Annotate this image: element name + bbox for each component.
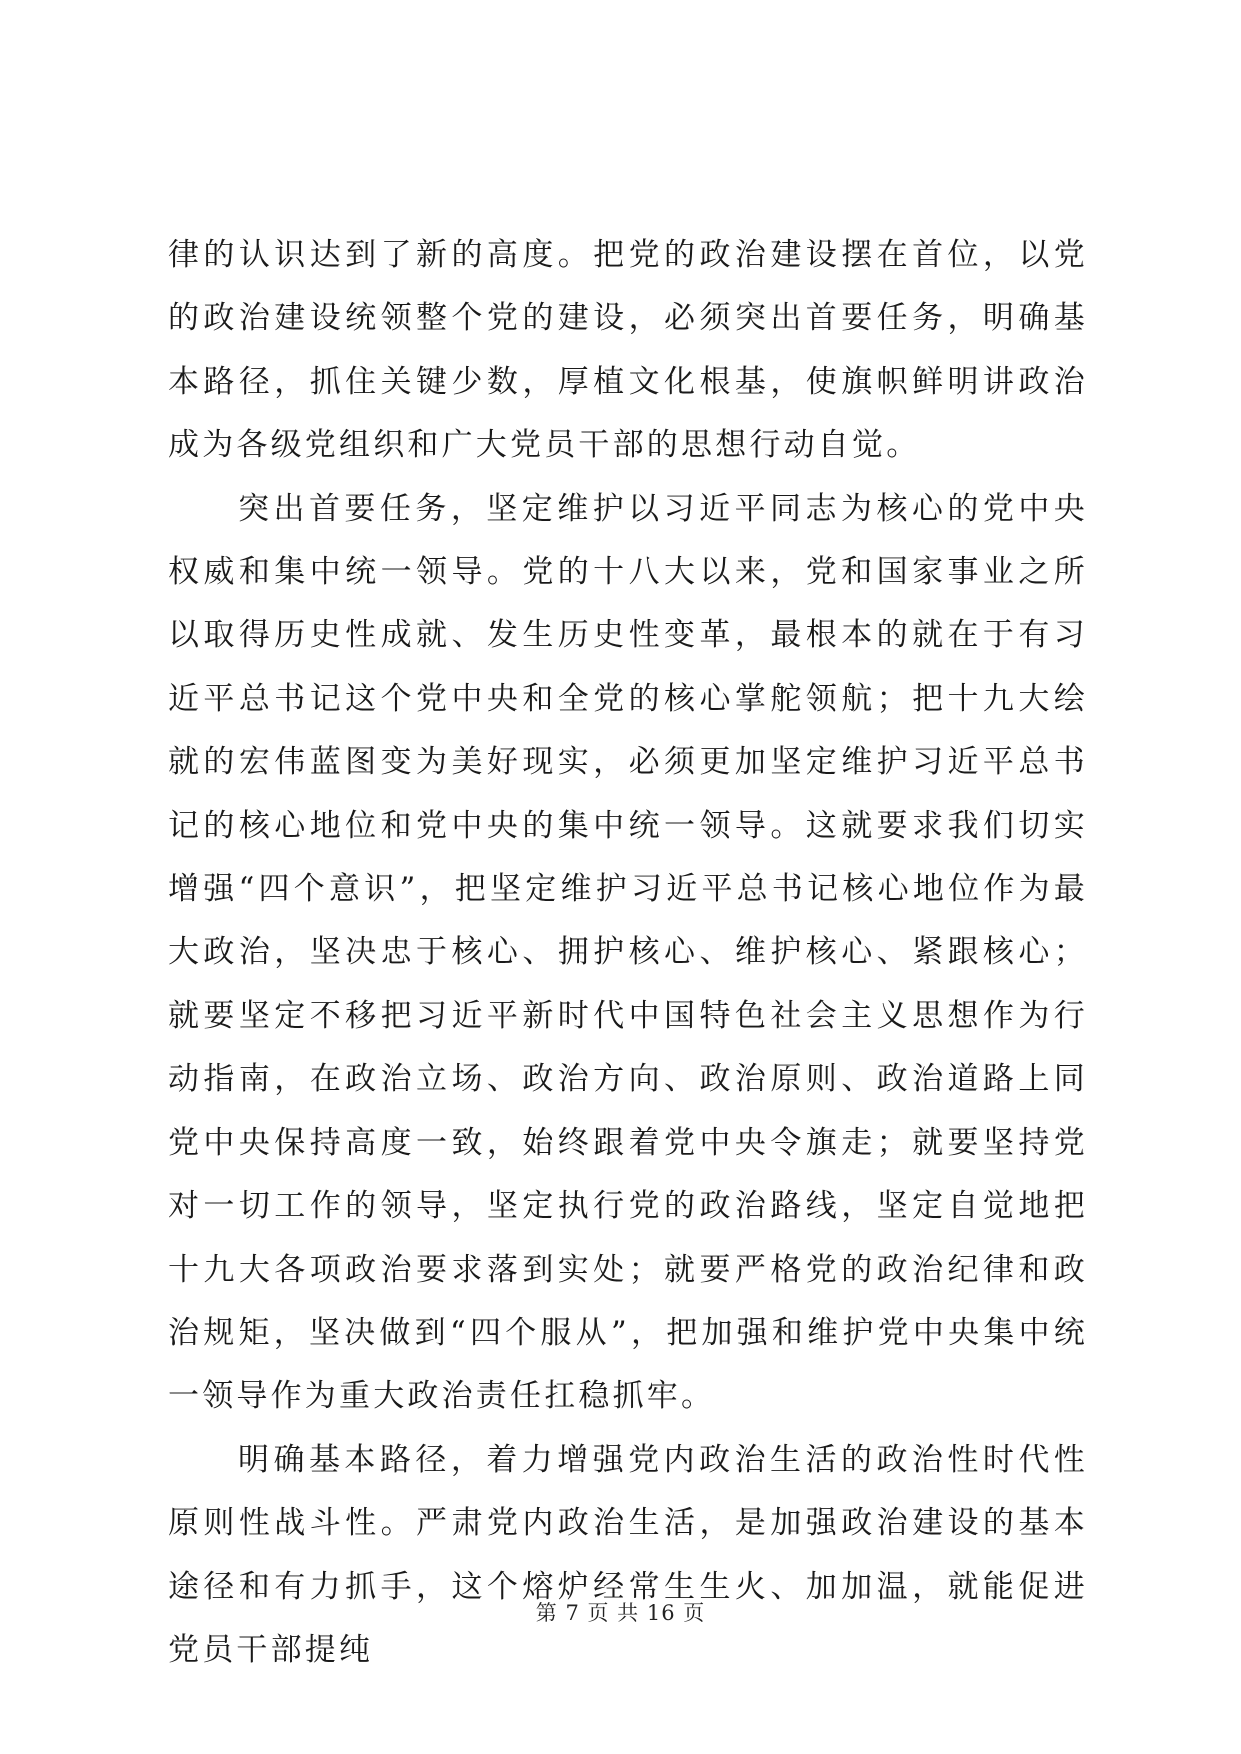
paragraph-3: 明确基本路径，着力增强党内政治生活的政治性时代性原则性战斗性。严肃党内政治生活，是加强政治建设的基本途径和有力抓手，这个熔炉经常生生火、加加温，就能促进党员干部提纯 xyxy=(168,1441,1088,1668)
paragraph-1: 律的认识达到了新的高度。把党的政治建设摆在首位，以党的政治建设统领整个党的建设，必须突出首要任务，明确基本路径，抓住关键少数，厚植文化根基，使旗帜鲜明讲政治成为各级党组织和广大党员干部的思想行动自觉。 xyxy=(168,237,1088,464)
paragraph-2: 突出首要任务，坚定维护以习近平同志为核心的党中央权威和集中统一领导。党的十八大以来，党和国家事业之所以取得历史性成就、发生历史性变革，最根本的就在于有习近平总书记这个党中央和全党的核心掌舵领航；把十九大绘就的宏伟蓝图变为美好现实，必须更加坚定维护习近平总书记的核心地位和党中央的集中统一领导。这就要求我们切实增强“四个意识”，把坚定维护习近平总书记核心地位作为最大政治，坚决忠于核心、拥护核心、维护核心、紧跟核心；就要坚定不移把习近平新时代中国特色社会主义思想作为行动指南，在政治立场、政治方向、政治原则、政治道路上同党中央保持高度一致，始终跟着党中央令旗走；就要坚持党对一切工作的领导，坚定执行党的政治路线，坚定自觉地把十九大各项政治要求落到实处；就要严格党的政治纪律和政治规矩，坚决做到“四个服从”，把加强和维护党中央集中统一领导作为重大政治责任扛稳抓牢。 xyxy=(168,490,1088,1415)
page-number-footer: 第 7 页 共 16 页 xyxy=(535,1601,706,1625)
document-body xyxy=(168,224,1088,1682)
